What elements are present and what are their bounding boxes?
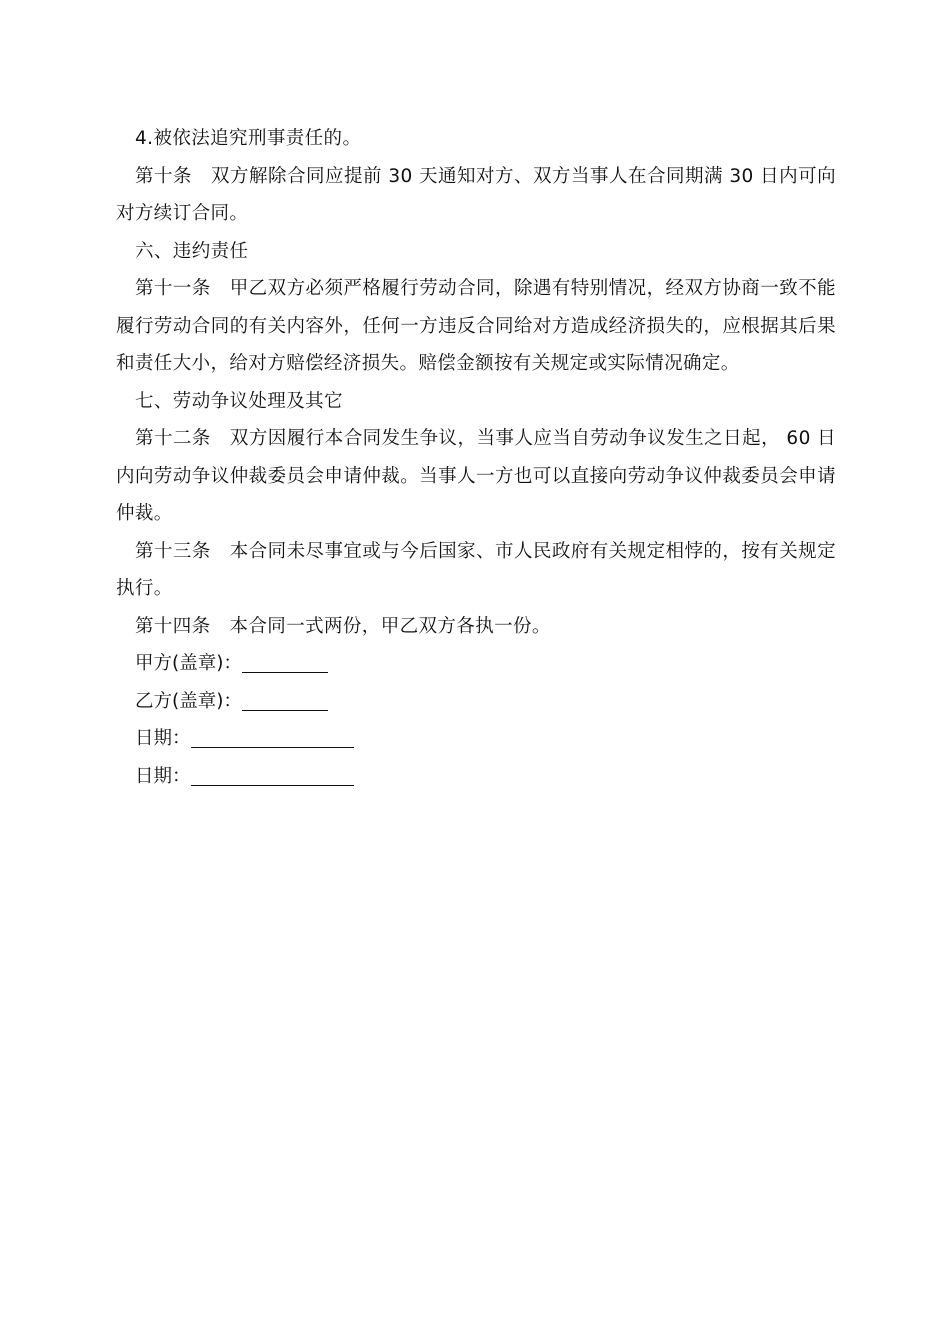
date-label-1: 日期：	[135, 728, 191, 749]
date-line-1	[116, 720, 836, 758]
party-b-signature-blank	[242, 691, 328, 711]
article-14: 第十四条 本合同一式两份，甲乙双方各执一份。	[135, 615, 551, 637]
article-10: 第十条 双方解除合同应提前 30 天通知对方、双方当事人在合同期满 30 日内可向对方续订合同。	[116, 165, 836, 224]
article-11: 第十一条 甲乙双方必须严格履行劳动合同，除遇有特别情况，经双方协商一致不能履行劳动合同的有关内容外，任何一方违反合同给对方造成经济损失的，应根据其后果和责任大小，给对方赔偿经济损失。赔偿金额按有关规定或实际情况确定。	[116, 278, 836, 374]
date-blank-1	[191, 729, 354, 749]
section-heading-disputes: 七、劳动争议处理及其它	[135, 390, 343, 412]
date-line-2	[116, 758, 836, 796]
section-heading-breach: 六、违约责任	[135, 240, 249, 262]
party-a-signature-line	[116, 645, 836, 683]
article-12: 第十二条 双方因履行本合同发生争议，当事人应当自劳动争议发生之日起， 60 日内向劳动争议仲裁委员会申请仲裁。当事人一方也可以直接向劳动争议仲裁委员会申请仲裁。	[116, 428, 836, 524]
document-body	[116, 120, 836, 795]
party-b-label: 乙方(盖章)：	[135, 690, 242, 712]
clause-item-4: 4.被依法追究刑事责任的。	[135, 128, 362, 149]
article-13: 第十三条 本合同未尽事宜或与今后国家、市人民政府有关规定相悖的，按有关规定执行。	[116, 540, 836, 599]
party-a-signature-blank	[242, 654, 328, 674]
party-a-label: 甲方(盖章)：	[135, 653, 242, 674]
party-b-signature-line	[116, 683, 836, 721]
date-blank-2	[191, 766, 354, 786]
date-label-2: 日期：	[135, 765, 191, 787]
